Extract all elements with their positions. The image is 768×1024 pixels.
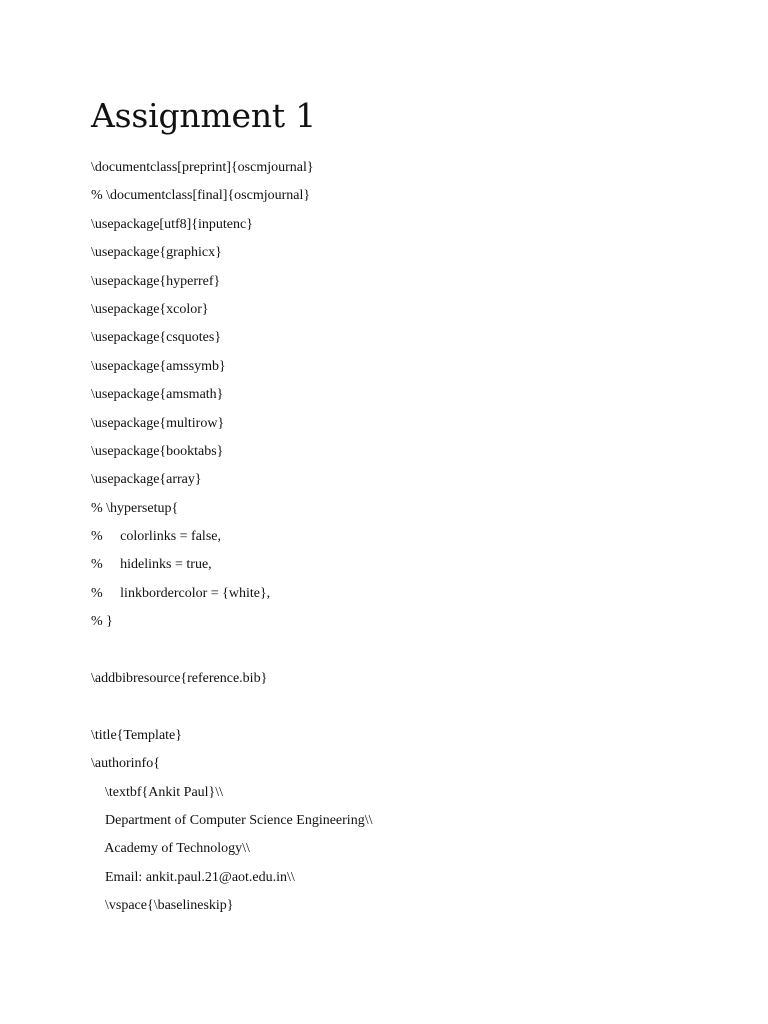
source-line: \usepackage[utf8]{inputenc} — [91, 216, 253, 232]
source-line: \usepackage{array} — [91, 472, 202, 488]
blank-line — [91, 693, 731, 721]
blank-line — [91, 637, 731, 665]
source-line: \usepackage{graphicx} — [91, 245, 222, 261]
source-line: \documentclass[preprint]{oscmjournal} — [91, 160, 314, 175]
source-line: \vspace{\baselineskip} — [91, 898, 234, 914]
document-page — [91, 96, 731, 921]
source-line: \usepackage{xcolor} — [91, 301, 209, 317]
document-title: Assignment 1 — [91, 96, 317, 135]
source-line: % linkbordercolor = {white}, — [91, 585, 271, 601]
source-line: \textbf{Ankit Paul}\\ — [91, 784, 224, 800]
source-line: % colorlinks = false, — [91, 529, 221, 545]
source-line: % \hypersetup{ — [91, 500, 179, 516]
source-line: Department of Computer Science Engineering\\ — [91, 812, 373, 828]
source-line: % \documentclass[final]{oscmjournal} — [91, 188, 311, 204]
source-line: % } — [91, 614, 113, 630]
source-line: \title{Template} — [91, 727, 182, 743]
source-line: \addbibresource{reference.bib} — [91, 671, 268, 687]
source-line: \authorinfo{ — [91, 756, 160, 772]
source-line: \usepackage{amsmath} — [91, 387, 224, 403]
source-line: \usepackage{amssymb} — [91, 358, 226, 374]
source-line: \usepackage{hyperref} — [91, 273, 221, 289]
latex-source-block — [91, 154, 731, 921]
source-line: \usepackage{multirow} — [91, 415, 225, 431]
source-line: % hidelinks = true, — [91, 557, 212, 573]
source-line: \usepackage{csquotes} — [91, 330, 222, 346]
source-line: \usepackage{booktabs} — [91, 443, 224, 459]
source-line: Email: ankit.paul.21@aot.edu.in\\ — [91, 869, 295, 885]
source-line: Academy of Technology\\ — [91, 841, 250, 857]
